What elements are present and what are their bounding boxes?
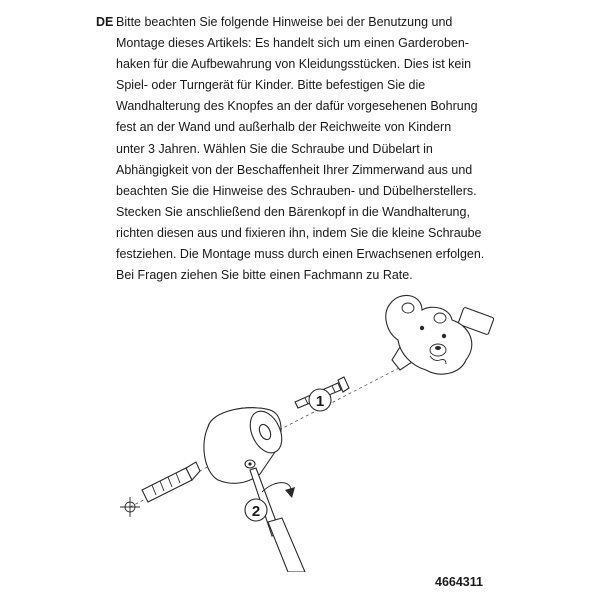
text-line: Montage dieses Artikels: Es handelt sich um einen Garderoben- [116, 36, 469, 51]
text-line: beachten Sie die Hinweise des Schrauben- und Dübelherstellers. [116, 183, 477, 198]
text-line: Wandhalterung des Knopfes an der dafür vorgesehenen Bohrung [116, 99, 478, 114]
text-line: Stecken Sie anschließend den Bärenkopf in die Wandhalterung, [116, 204, 470, 219]
step-1-label: 1 [315, 393, 325, 410]
wall-hole-target [120, 497, 140, 517]
wall-mount-cylinder [204, 406, 288, 483]
language-code: DE [96, 15, 114, 29]
text-line: unter 3 Jahren. Wählen Sie die Schraube und Dübelart in [116, 141, 433, 156]
article-number: 4664311 [435, 575, 483, 589]
rotation-arrow-icon [262, 483, 291, 496]
text-line: Spiel- oder Turngerät für Kinder. Bitte befestigen Sie die [116, 78, 426, 93]
text-line: haken für die Aufbewahrung von Kleidungsstücken. Dies ist kein [116, 57, 472, 72]
arrowhead-icon [285, 487, 295, 498]
wall-plug-dowel [142, 462, 200, 502]
step-2-label: 2 [251, 503, 261, 520]
text-line: fest an der Wand und außerhalb der Reichweite von Kindern [116, 120, 452, 135]
text-line: richten diesen aus und fixieren ihn, indem Sie die kleine Schraube [116, 225, 482, 240]
text-line: Bitte beachten Sie folgende Hinweise bei der Benutzung und [116, 15, 453, 29]
instruction-paragraph [116, 12, 516, 286]
text-line: festziehen. Die Montage muss durch einen Erwachsenen erfolgen. [116, 247, 485, 262]
text-line: Abhängigkeit von der Beschaffenheit Ihrer Zimmerwand aus und [116, 162, 473, 177]
assembly-diagram [100, 282, 520, 572]
text-line: Bei Fragen ziehen Sie bitte einen Fachmann zu Rate. [116, 268, 413, 283]
bear-head-knob [386, 295, 494, 374]
